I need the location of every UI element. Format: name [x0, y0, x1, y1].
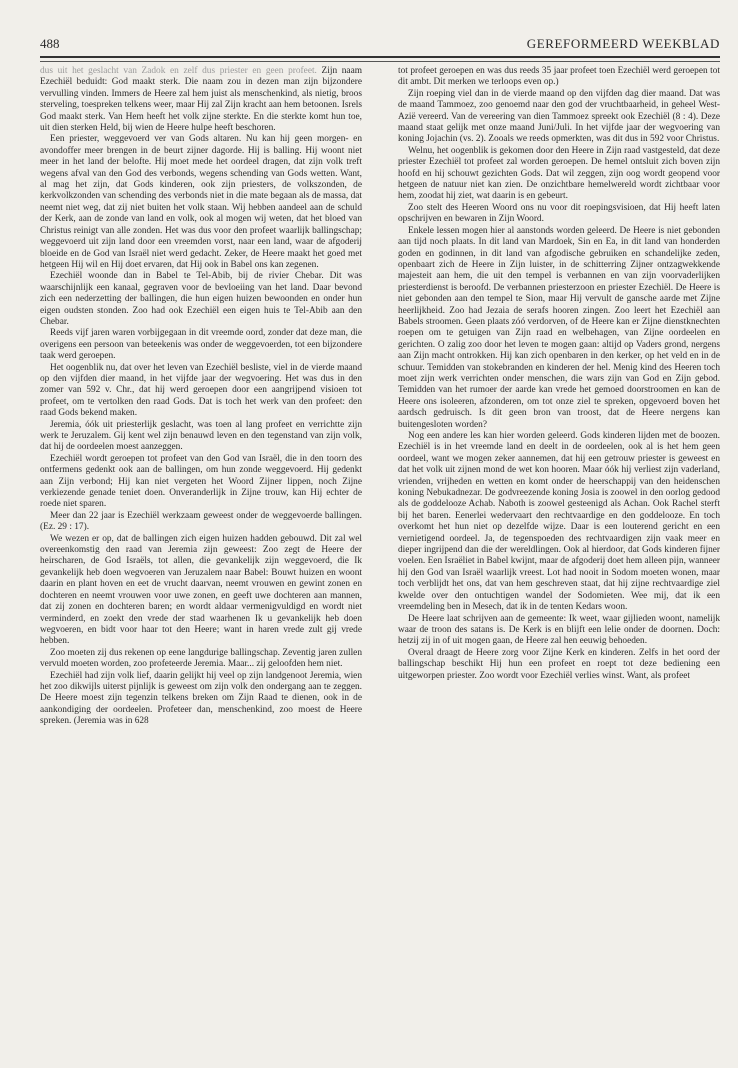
journal-title: GEREFORMEERD WEEKBLAD	[526, 36, 720, 51]
page-number: 488	[40, 36, 60, 51]
right-paragraph: De Heere laat schrijven aan de gemeente: Ik weet, waar gijlieden woont, namelijk waar de troon des satans is. De Kerk is en blijft een lelie onder de doornen. Doch: hetzij zij in of uit mogen gaan, de Heere zal hen eeuwig behoeden.	[398, 613, 720, 647]
faded-lead-text: dus uit het geslacht van Zadok en zelf dus priester en geen profeet.	[40, 66, 317, 76]
left-paragraph: Ezechiël wordt geroepen tot profeet van den God van Israël, die in den toorn des ontfermens gedenkt ook aan de ballingen, om hun zonde weggevoerd. Hij gedenkt aan Zijn verbond; Hij kan niet vergeten het Woord Zijner lippen, noch Zijne verkiezende genade teniet doen. Onveranderlijk in Zijne trouw, kan Hij echter de roede niet sparen.	[40, 453, 362, 510]
right-paragraph: Nog een andere les kan hier worden geleerd. Gods kinderen lijden met de boozen. Ezechiël is in het vreemde land en deelt in de oordeelen, ook al is het hem geen oordeel, want we mogen zeker aannemen, dat hij een getrouw priester is geweest en dat het volk uit zijnen mond de wet kon hooren. Maar óók hij verliest zijn vaderland, vrienden, vrijheden en wetten en komt onder de heerschappij van den heidenschen koning Nebukadnezar. De godvreezende koning Josia is zoowel in den oorlog gedood als de goddelooze Achab. Naboth is zoowel gesteenigd als Achan. Ook Rachel sterft bij het baren. Eenerlei wedervaart den rechtvaardige en den goddelooze. En toch overkomt het hun niet op dezelfde wijze. Daar is een louterend gericht en een vernietigend oordeel. Ja, de tegenspoeden des rechtvaardigen zijn vaak meer en dieper ingrijpend dan die der wereldlingen. Ook al hierdoor, dat Gods kinderen fijner voelen. Een Israëliet in Babel kwijnt, maar de afgoderij doet hem alleen pijn, wanneer hij den God van Israël waarlijk vreest. Lot had nooit in Sodom moeten wonen, maar toch verblijdt het ons, dat van hem geschreven staat, dat hij zijne rechtvaardige ziel kwelde over den ontuchtigen wandel der Sodomieten. Wee mij, dat ik een vreemdeling ben in Mesech, dat ik in de tenten Kedars woon.	[398, 431, 720, 613]
left-paragraph: Een priester, weggevoerd ver van Gods altaren. Nu kan hij geen morgen- en avondoffer meer brengen in de beurt zijner dagorde. Hij is balling. Hij woont niet meer in het land der belofte. Hij moet mede het oordeel dragen, dat zijn volk treft wegens afval van den God des verbonds, wegens schending van Gods wetten. Want, al mag het zijn, dat Gods kinderen, ook zijn priesters, de volkszonden, de kerkvolkzonden van schending des verbonds niet in die mate begaan als de massa, dat neemt niet weg, dat zij niet buiten het volk staan. Wij hebben aandeel aan de schuld der Kerk, aan de zonde van land en volk, ook al mogen wij weten, dat het bloed van Christus reinigt van alle zonden. Het was dus voor den profeet waarlijk ballingschap; weggevoerd uit zijn land door een vreemden vorst, naar een land, waar de afgoderij bloeide en de God van Israël niet werd gedacht. Zeker, de Heere maakt het goed met hetgeen Hij wil en Hij doet ervaren, dat Hij ook in Babel ons kan zegenen.	[40, 134, 362, 270]
left-paragraph: Zoo moeten zij dus rekenen op eene langdurige ballingschap. Zeventig jaren zullen vervuld moeten worden, zoo profeteerde Jeremia. Maar... zij geloofden hem niet.	[40, 647, 362, 670]
right-paragraph: tot profeet geroepen en was dus reeds 35 jaar profeet toen Ezechiël werd geroepen tot dit ambt. Dit merken we terloops even op.)	[398, 66, 720, 88]
left-paragraph: Reeds vijf jaren waren vorbijgegaan in dit vreemde oord, zonder dat deze man, die overigens een persoon van beteekenis was onder de weggevoerden, tot een bijzondere taak werd geroepen.	[40, 328, 362, 362]
right-paragraph: Zoo stelt des Heeren Woord ons nu voor dit roepingsvisioen, dat Hij heeft laten opschrijven en bewaren in Zijn Woord.	[398, 202, 720, 225]
right-paragraph: Overal draagt de Heere zorg voor Zijne Kerk en kinderen. Zelfs in het oord der ballingschap beschikt Hij hun een profeet en roept tot deze bediening een uitgeworpen priester. Zoo wordt voor Ezechiël verlies winst. Want, als profeet	[398, 647, 720, 681]
paragraph-text: Zijn naam Ezechiël beduidt: God maakt sterk. Die naam zou in dezen man zijn bijzondere vervulling vinden. Immers de Heere zal hem juist als menschenkind, als nietig, broos sterveling, toespreken telkens weer, maar Hij zal Zijn kracht aan hem betoonen. Isrels God maakt sterk. Van Hem heeft het volk zijne sterkte. En die sterkte komt hun toe, uit dien sterken Held, bij wien de Heere hulpe heeft beschoren.	[40, 66, 362, 134]
header-rule-thick	[40, 56, 720, 58]
left-column	[40, 66, 362, 1026]
left-paragraph	[40, 66, 362, 134]
left-paragraph: Ezechiël had zijn volk lief, daarin gelijkt hij veel op zijn landgenoot Jeremia, wien het zoo dikwijls uiterst pijnlijk is geweest om zijn volk den ondergang aan te zeggen. De Heere moest zijn tegenzin telkens breken om Zijn Raad te dienen, ook in de aankondiging der oordeelen. Profeteer dan, menschenkind, zoo moest de Heere spreken. (Jeremia was in 628	[40, 670, 362, 727]
right-column	[398, 66, 720, 1026]
right-paragraph: Enkele lessen mogen hier al aanstonds worden geleerd. De Heere is niet gebonden aan tijd noch plaats. In dit land van Mardoek, Sin en Ea, in dit land van honderden goden en godinnen, in dit land van afgodische gebruiken en schandelijke zeden, openbaart zich de Heere in Zijn luister, in de schitterring Zijner ontzagwekkende majesteit aan hem, die uit den tempel is verbannen en van zijn voorvaderlijken priesterdienst is beroofd. De verbannen priesterzoon en priester Ezechiël. De Heere is niet gebonden aan den tempel te Sion, maar Hij vervult de gansche aarde met Zijne heerlijkheid. Zoo had Jezaia de serafs hooren zingen. Zoo leert het Ezechiël aan Babels stroomen. Geen plaats zóó verdorven, of de Heere kan er Zijne dienstknechten roepen om te getuigen van Zijn raad en welbehagen, van Zijne oordeelen en gerichten. O zalig zoo door het leven te mogen gaan: altijd op Vaders grond, nergens aan Zijn macht ontrokken. Hij kan zich openbaren in den kerker, op het veld en in de schuur. Temidden van stokebranden en kinderen der hel. Menig kind des Heeren toch moet zijn werk verrichten onder menschen, die wars zijn van God en Zijn gebod. Temidden van het rumoer der aarde kan vrede het gemoed doorstroomen en kan de Heere ons isoleeren, afzonderen, om tot onze ziel te spreken, opgevoerd boven het aardsch gedruisch. Is dit geen bron van troost, dat de Heere nergens kan buitengesloten worden?	[398, 225, 720, 430]
left-paragraph: Ezechiël woonde dan in Babel te Tel-Abib, bij de rivier Chebar. Dit was waarschijnlijk een kanaal, gegraven voor de bevloeiing van het land. Daar bevond zich een nederzetting der ballingen, die hun eigen huizen bewoonden en onder hun eigen oudsten stonden. Zoo had ook Ezechiël een eigen huis te Tel-Abib aan den Chebar.	[40, 271, 362, 327]
right-paragraph: Zijn roeping viel dan in de vierde maand op den vijfden dag dier maand. Dat was de maand Tammoez, zoo genoemd naar den god der vruchtbaarheid, in geheel West-Azië vereerd. Van de vereering van dien Tammoez spreekt ook Ezechiël (8 : 4). Deze maand staat gelijk met onze maand Juni/Juli. In het vijfde jaar der wegvoering van koning Jojachin (vs. 2). Zooals we reeds opmerkten, was dit dus in 592 voor Christus.	[398, 88, 720, 145]
right-paragraph: Welnu, het oogenblik is gekomen door den Heere in Zijn raad vastgesteld, dat deze priester Ezechiël tot profeet zal worden geroepen. De hemel ontsluit zich boven zijn hoofd en hij schouwt gezichten Gods. Dat wil zeggen, zijn oog wordt geopend voor hetgeen de natuur niet kan zien. De onzichtbare hemelwereld wordt zichtbaar voor hem, zoodat hij ziet, wat daarin is en gebeurt.	[398, 145, 720, 202]
left-paragraph: Jeremia, óók uit priesterlijk geslacht, was toen al lang profeet en verrichtte zijn werk te Jeruzalem. Gij kent wel zijn benauwd leven en den tegenstand van zijn volk, dat hij de oordeelen moest aanzeggen.	[40, 419, 362, 453]
page-header	[40, 36, 720, 56]
left-paragraph: Het oogenblik nu, dat over het leven van Ezechiël besliste, viel in de vierde maand op den vijfden dier maand, in het vijfde jaar der wegvoering. Het was dus in den zomer van 592 v. Chr., dat hij werd geroepen door een aangrijpend visioen tot profeet, om te vertolken den raad Gods. Dat is toch het werk van den profeet: den raad Gods bekend maken.	[40, 362, 362, 419]
left-paragraph: Meer dan 22 jaar is Ezechiël werkzaam geweest onder de weggevoerde ballingen. (Ez. 29 : 17).	[40, 510, 362, 533]
left-paragraph: We wezen er op, dat de ballingen zich eigen huizen hadden gebouwd. Dit zal wel overeenkomstig den raad van Jeremia zijn geweest: Zoo zegt de Heere der heirscharen, de God Israëls, tot allen, die gevankelijk zijn weggevoerd, die Ik gevankelijk heb doen wegvoeren van Jeruzalem naar Babel: Bouwt huizen en woont daarin en plant hoven en eet de vrucht daarvan, neemt vrouwen en gewint zonen en dochteren en neemt vrouwen voor uwe zonen, en geeft uwe dochteren aan mannen, dat zij zonen en dochteren baren; en wordt aldaar vermenigvuldigd en wordt niet verminderd, en zoekt den vrede der stad waarhenen Ik u gevankelijk heb doen wegvoeren, en bidt voor haar tot den Heere; want in haren vrede zult gij vrede hebben.	[40, 533, 362, 647]
header-rule-thin	[40, 61, 720, 62]
